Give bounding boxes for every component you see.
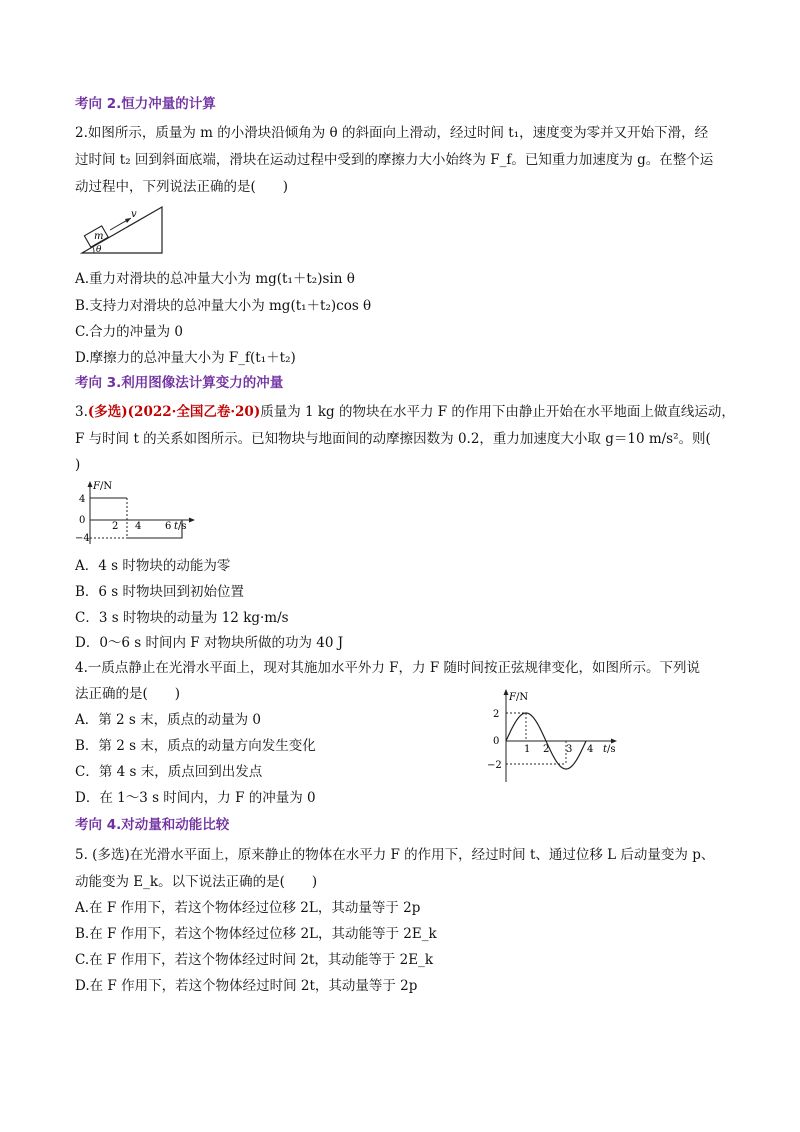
q5-option-b: B.在 F 作用下，若这个物体经过位移 2L，其动能等于 2E_k <box>75 926 437 942</box>
q3-stem-line2: F 与时间 t 的关系如图所示。已知物块与地面间的动摩擦因数为 0.2，重力加速度大小取 g＝10 m/s²。则( <box>75 431 711 447</box>
q5-stem-line1: 5. (多选)在光滑水平面上，原来静止的物体在水平力 F 的作用下，经过时间 t、通过位移 L 后动量变为 p、 <box>75 847 715 863</box>
q5-option-d: D.在 F 作用下，若这个物体经过时间 2t，其动量等于 2p <box>75 978 418 994</box>
q2-option-c: C.合力的冲量为 0 <box>75 324 184 340</box>
tick-x-4: 4 <box>587 744 594 755</box>
tick-y-bottom: −4 <box>75 533 90 544</box>
x-axis-arrow <box>189 518 195 523</box>
q2-stem-line1: 2.如图所示，质量为 m 的小滑块沿倾角为 θ 的斜面向上滑动，经过时间 t₁，速度变为零并又开始下滑，经 <box>75 125 709 141</box>
tick-y-top: 2 <box>493 709 500 720</box>
x-axis-label: t/s <box>603 744 616 755</box>
mass-label: m <box>94 231 104 242</box>
section-heading-3: 考向 3.利用图像法计算变力的冲量 <box>75 375 284 391</box>
q4-stem-line2: 法正确的是( ) <box>75 686 181 702</box>
q5-option-a: A.在 F 作用下，若这个物体经过位移 2L，其动量等于 2p <box>75 900 421 916</box>
section-heading-4: 考向 4.对动量和动能比较 <box>75 817 230 833</box>
q4-option-c: C．第 4 s 末，质点回到出发点 <box>75 764 263 780</box>
q4-option-a: A．第 2 s 末，质点的动量为 0 <box>75 712 262 728</box>
q4-stem-line1: 4.一质点静止在光滑水平面上，现对其施加水平外力 F，力 F 随时间按正弦规律变化，如图所示。下列说 <box>75 660 700 676</box>
velocity-label: v <box>131 209 137 220</box>
tick-y-top: 4 <box>79 494 86 505</box>
angle-label: θ <box>96 245 102 255</box>
q2-stem-line3: 动过程中，下列说法正确的是( ) <box>75 179 289 195</box>
y-axis-label: F/N <box>509 692 529 703</box>
tick-x-2: 2 <box>543 744 550 755</box>
tick-y-zero: 0 <box>493 736 500 747</box>
tick-x-4: 4 <box>135 521 142 532</box>
q3-stem-line1: 3.(多选)(2022·全国乙卷·20)质量为 1 kg 的物块在水平力 F 的作用下由静止开始在水平地面上做直线运动， <box>75 404 735 420</box>
q2-option-d: D.摩擦力的总冲量大小为 F_f(t₁＋t₂) <box>75 350 296 366</box>
q3-option-a: A．4 s 时物块的动能为零 <box>75 558 231 574</box>
x-axis-arrow <box>611 739 617 744</box>
tick-y-bottom: −2 <box>487 760 502 771</box>
q2-stem-line2: 过时间 t₂ 回到斜面底端，滑块在运动过程中受到的摩擦力大小始终为 F_f。已知重力加速度为 g。在整个运 <box>75 152 714 168</box>
tick-y-zero: 0 <box>79 515 86 526</box>
y-axis-label: F/N <box>93 481 113 492</box>
tick-x-2: 2 <box>112 521 119 532</box>
q2-incline-figure <box>76 203 172 257</box>
q3-source-tag: (多选)(2022·全国乙卷·20) <box>87 404 261 420</box>
q3-option-c: C．3 s 时物块的动量为 12 kg·m/s <box>75 610 289 626</box>
q5-option-c: C.在 F 作用下，若这个物体经过时间 2t，其动能等于 2E_k <box>75 952 434 968</box>
y-axis-arrow <box>88 481 93 487</box>
q3-force-time-graph <box>72 478 200 546</box>
q5-stem-line2: 动能变为 E_k。以下说法正确的是( ) <box>75 874 318 890</box>
tick-x-1: 1 <box>524 744 531 755</box>
q3-stem-line1-text: 质量为 1 kg 的物块在水平力 F 的作用下由静止开始在水平地面上做直线运动， <box>260 404 735 420</box>
q3-option-d: D．0～6 s 时间内 F 对物块所做的功为 40 J <box>75 635 344 651</box>
q4-sine-force-graph <box>482 686 632 786</box>
y-axis-arrow <box>504 689 509 695</box>
q3-option-b: B．6 s 时物块回到初始位置 <box>75 584 245 600</box>
q4-option-d: D．在 1～3 s 时间内，力 F 的冲量为 0 <box>75 790 316 806</box>
q4-option-b: B．第 2 s 末，质点的动量方向发生变化 <box>75 738 316 754</box>
q3-stem-line3: ) <box>75 457 81 473</box>
tick-x-3: 3 <box>566 744 573 755</box>
x-axis-label: t/s <box>174 521 187 532</box>
section-heading-2: 考向 2.恒力冲量的计算 <box>75 96 216 112</box>
tick-x-6: 6 <box>165 521 172 532</box>
q2-option-b: B.支持力对滑块的总冲量大小为 mg(t₁＋t₂)cos θ <box>75 298 372 314</box>
q2-option-a: A.重力对滑块的总冲量大小为 mg(t₁＋t₂)sin θ <box>75 271 355 287</box>
